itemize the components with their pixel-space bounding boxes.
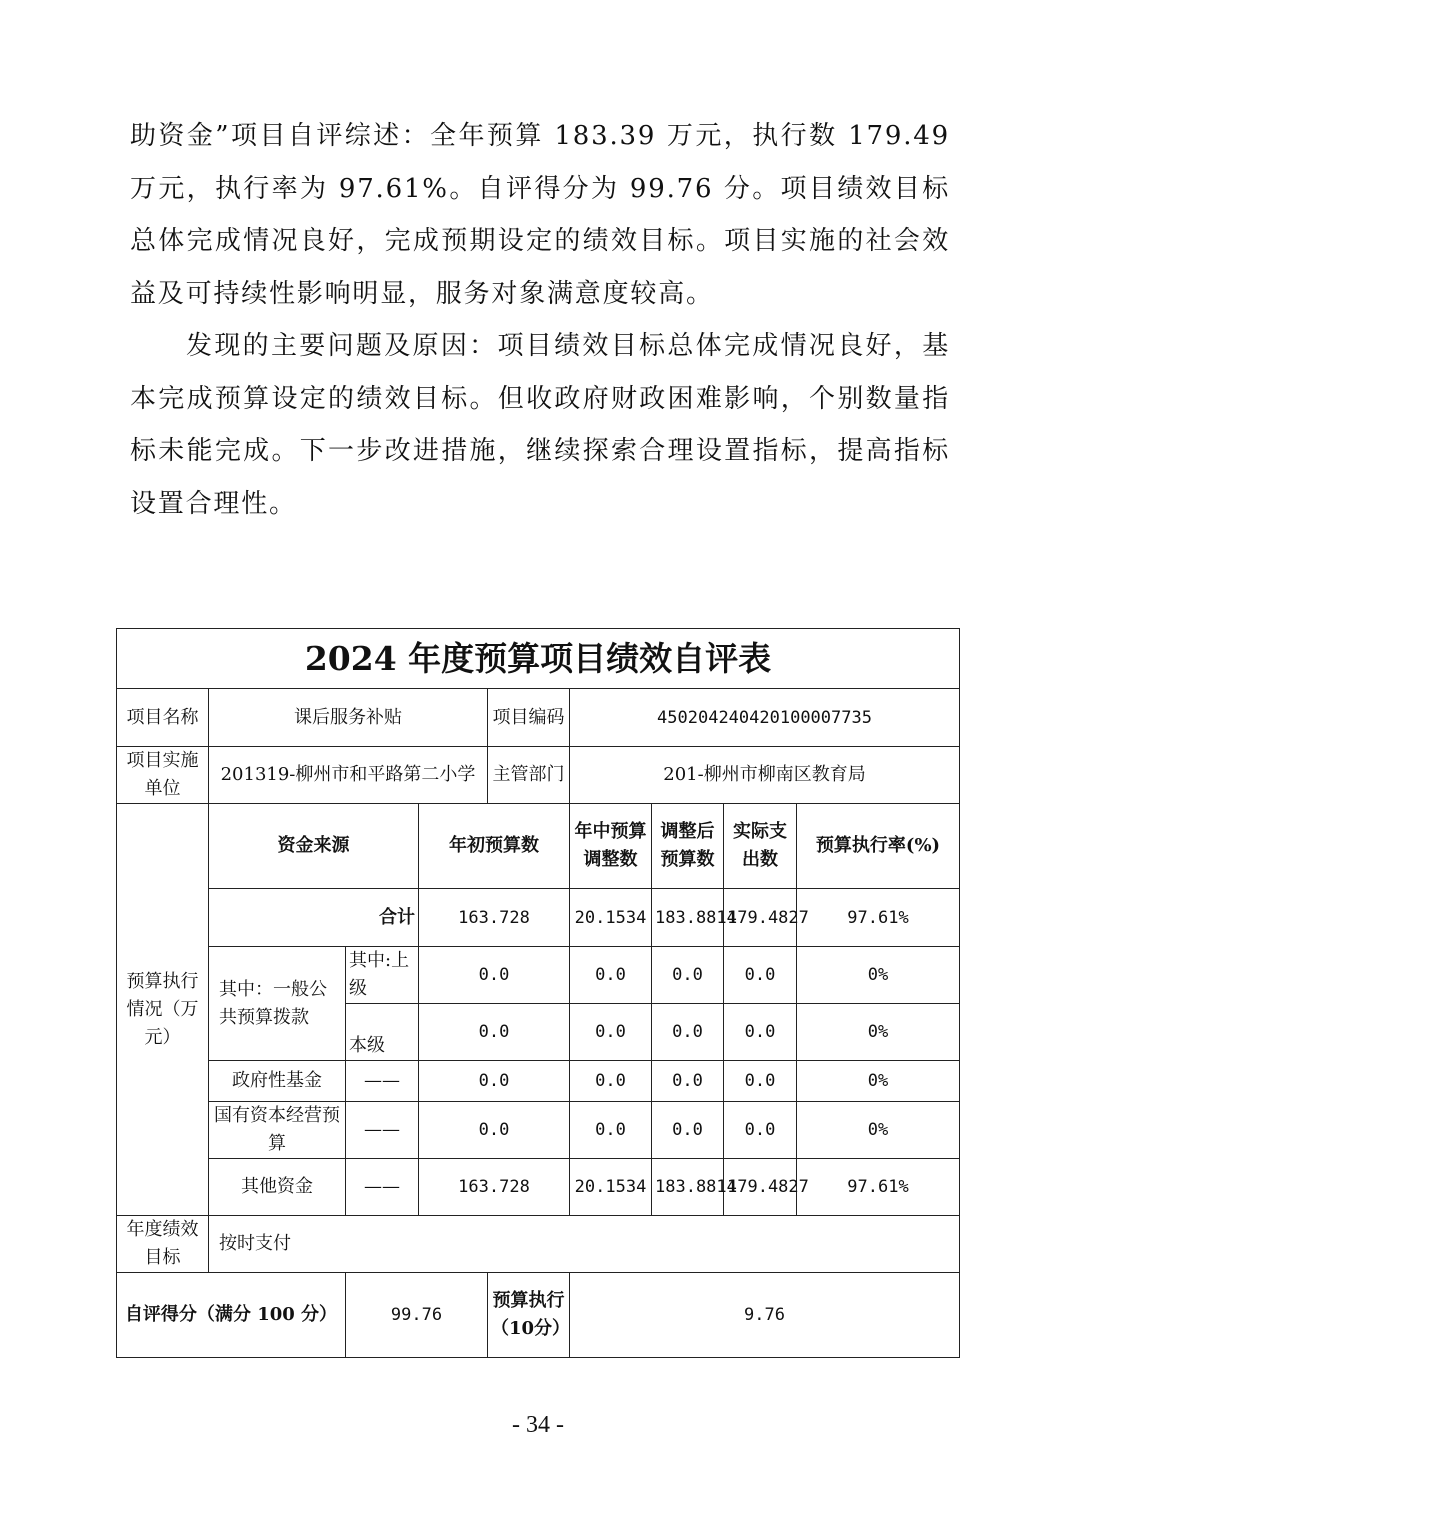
gov-fund-dash: —— [346,1061,419,1102]
state-capital-label: 国有资本经营预算 [209,1102,346,1159]
table-row [117,889,960,947]
exec-score-value: 9.76 [570,1273,960,1358]
gov-fund-label: 政府性基金 [209,1061,346,1102]
project-name-value: 课后服务补贴 [209,689,488,747]
local-mid: 0.0 [570,1004,652,1061]
other-funds-label: 其他资金 [209,1159,346,1216]
state-capital-actual: 0.0 [724,1102,797,1159]
gov-fund-actual: 0.0 [724,1061,797,1102]
header-adjusted: 调整后预算数 [652,804,724,889]
state-capital-dash: —— [346,1102,419,1159]
table-title: 2024 年度预算项目绩效自评表 [117,629,960,689]
header-initial: 年初预算数 [419,804,570,889]
state-capital-initial: 0.0 [419,1102,570,1159]
gov-fund-initial: 0.0 [419,1061,570,1102]
gov-fund-rate: 0% [797,1061,960,1102]
table-row [117,947,960,1004]
total-label: 合计 [209,889,419,947]
table-row [117,1061,960,1102]
score-label: 自评得分（满分 100 分） [117,1273,346,1358]
local-initial: 0.0 [419,1004,570,1061]
dept-label: 主管部门 [488,747,570,804]
header-mid-adjust: 年中预算调整数 [570,804,652,889]
gov-fund-mid: 0.0 [570,1061,652,1102]
total-mid: 20.1534 [570,889,652,947]
issues-paragraph: 发现的主要问题及原因：项目绩效目标总体完成情况良好，基本完成预算设定的绩效目标。但收政府财政困难影响，个别数量指标未能完成。下一步改进措施，继续探索合理设置指标，提高指标设置合理性。 [130,331,950,519]
upper-initial: 0.0 [419,947,570,1004]
other-adjusted: 183.8814 [652,1159,724,1216]
upper-mid: 0.0 [570,947,652,1004]
table-row [117,1102,960,1159]
upper-label: 其中:上级 [346,947,419,1004]
local-adjusted: 0.0 [652,1004,724,1061]
state-capital-mid: 0.0 [570,1102,652,1159]
local-label: 本级 [346,1004,419,1061]
other-actual: 179.4827 [724,1159,797,1216]
total-adjusted: 183.8814 [652,889,724,947]
score-value: 99.76 [346,1273,488,1358]
header-source: 资金来源 [209,804,419,889]
other-initial: 163.728 [419,1159,570,1216]
header-rate: 预算执行率(%) [797,804,960,889]
upper-actual: 0.0 [724,947,797,1004]
unit-value: 201319-柳州市和平路第二小学 [209,747,488,804]
header-actual: 实际支出数 [724,804,797,889]
state-capital-adjusted: 0.0 [652,1102,724,1159]
upper-rate: 0% [797,947,960,1004]
gov-fund-adjusted: 0.0 [652,1061,724,1102]
summary-paragraph: 助资金”项目自评综述：全年预算 183.39 万元，执行数 179.49 万元，执行率为 97.61%。自评得分为 99.76 分。项目绩效目标总体完成情况良好，完成预期设定的绩效目标。项目实施的社会效益及可持续性影响明显，服务对象满意度较高。 [130,121,950,309]
project-name-label: 项目名称 [117,689,209,747]
exec-label: 预算执行情况（万元） [117,804,209,1216]
other-mid: 20.1534 [570,1159,652,1216]
goal-value: 按时支付 [209,1216,960,1273]
unit-label: 项目实施单位 [117,747,209,804]
self-evaluation-table [116,628,960,1358]
table-row [117,1159,960,1216]
general-budget-label: 其中：一般公共预算拨款 [209,947,346,1061]
total-rate: 97.61% [797,889,960,947]
local-rate: 0% [797,1004,960,1061]
dept-value: 201-柳州市柳南区教育局 [570,747,960,804]
project-code-value: 450204240420100007735 [570,689,960,747]
local-actual: 0.0 [724,1004,797,1061]
state-capital-rate: 0% [797,1102,960,1159]
page-number: - 34 - [512,1412,564,1438]
other-funds-dash: —— [346,1159,419,1216]
project-code-label: 项目编码 [488,689,570,747]
goal-label: 年度绩效目标 [117,1216,209,1273]
exec-score-label: 预算执行（10分） [488,1273,570,1358]
upper-adjusted: 0.0 [652,947,724,1004]
other-rate: 97.61% [797,1159,960,1216]
total-actual: 179.4827 [724,889,797,947]
total-initial: 163.728 [419,889,570,947]
